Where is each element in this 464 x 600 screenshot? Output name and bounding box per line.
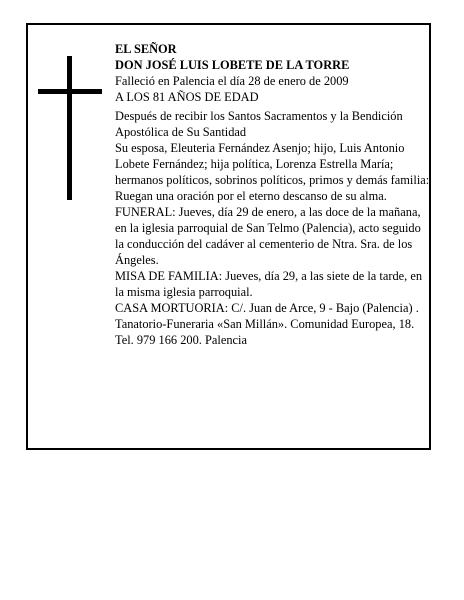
mortuary-paragraph: CASA MORTUORIA: C/. Juan de Arce, 9 - Bajo (Palencia) . (115, 301, 419, 315)
age-line: A LOS 81 AÑOS DE EDAD (115, 90, 259, 104)
mass-paragraph: MISA DE FAMILIA: Jueves, día 29, a las siete de la tarde, en la misma iglesia parroquial. (115, 269, 423, 299)
notice-text (115, 41, 430, 348)
cross-horizontal-bar (38, 89, 102, 94)
prayer-paragraph: Ruegan una oración por el eterno descanso de su alma. (115, 189, 387, 203)
deceased-name: DON JOSÉ LUIS LOBETE DE LA TORRE (115, 58, 350, 72)
cross-vertical-bar (67, 56, 72, 200)
obituary-notice (26, 23, 431, 450)
cross-icon (38, 56, 102, 200)
funeral-paragraph: FUNERAL: Jueves, día 29 de enero, a las doce de la mañana, en la iglesia parroquial de San Telmo (Palencia), acto seguido la conducción del cadáver al cementerio de Ntra. Sra. de los Ángeles. (115, 205, 421, 267)
death-info: Falleció en Palencia el día 28 de enero de 2009 (115, 74, 349, 88)
family-paragraph: Su esposa, Eleuteria Fernández Asenjo; hijo, Luis Antonio Lobete Fernández; hija política, Lorenza Estrella María; hermanos políticos, sobrinos políticos, primos y demás familia: (115, 141, 430, 187)
title-line-1: EL SEÑOR (115, 42, 177, 56)
sacraments-paragraph: Después de recibir los Santos Sacramentos y la Bendición Apostólica de Su Santidad (115, 109, 403, 139)
funeral-home-paragraph: Tanatorio-Funeraria «San Millán». Comunidad Europea, 18. Tel. 979 166 200. Palencia (115, 317, 415, 347)
